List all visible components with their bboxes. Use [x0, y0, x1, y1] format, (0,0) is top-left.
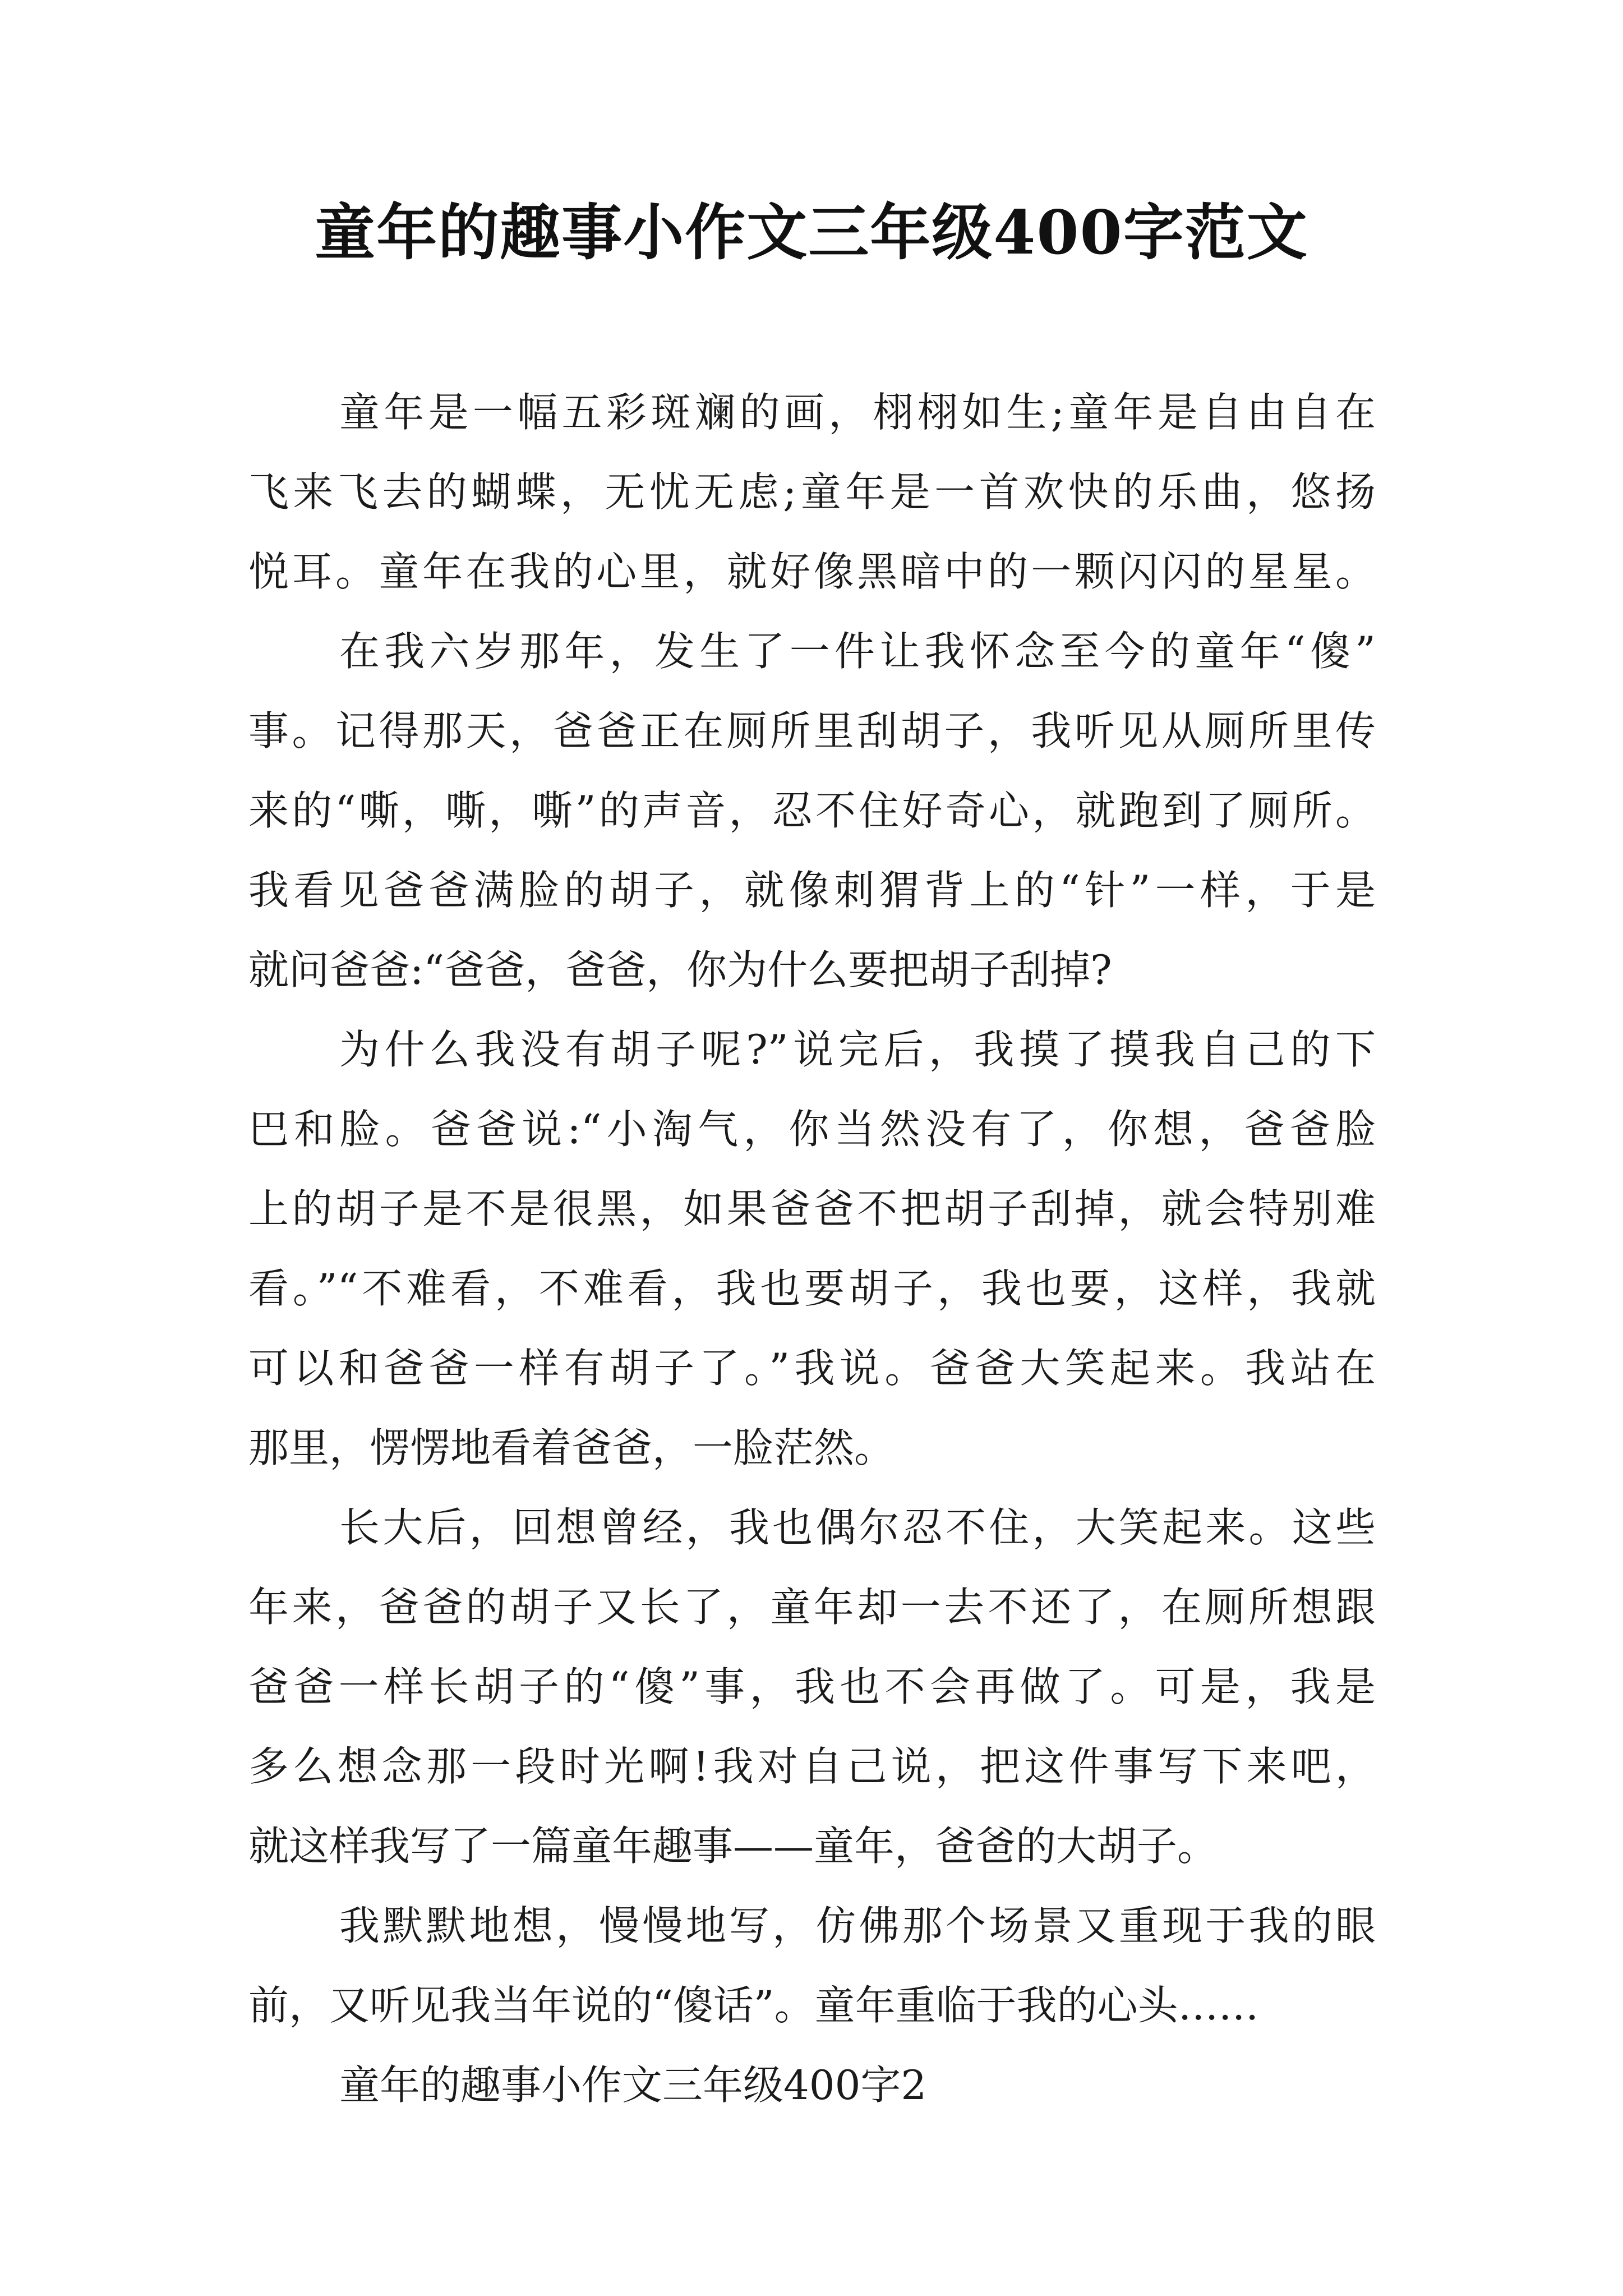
paragraph-line: 来的“嘶，嘶，嘶”的声音，忍不住好奇心，就跑到了厕所。 [248, 787, 1376, 834]
paragraph-line: 可以和爸爸一样有胡子了。”我说。爸爸大笑起来。我站在 [248, 1345, 1376, 1392]
paragraph-line: 童年是一幅五彩斑斓的画，栩栩如生;童年是自由自在 [339, 389, 1376, 436]
paragraph-line: 上的胡子是不是很黑，如果爸爸不把胡子刮掉，就会特别难 [248, 1185, 1376, 1232]
paragraph-line: 那里，愣愣地看着爸爸，一脸茫然。 [248, 1424, 895, 1471]
paragraph-line: 看。”“不难看，不难看，我也要胡子，我也要，这样，我就 [248, 1265, 1376, 1312]
paragraph-line: 长大后，回想曾经，我也偶尔忍不住，大笑起来。这些 [339, 1504, 1376, 1551]
paragraph-line: 爸爸一样长胡子的“傻”事，我也不会再做了。可是，我是 [248, 1663, 1376, 1710]
paragraph-line: 在我六岁那年，发生了一件让我怀念至今的童年“傻” [339, 628, 1376, 675]
paragraph-line: 多么想念那一段时光啊!我对自己说，把这件事写下来吧， [248, 1743, 1376, 1790]
paragraph-line: 年来，爸爸的胡子又长了，童年却一去不还了，在厕所想跟 [248, 1584, 1376, 1631]
paragraph-line: 飞来飞去的蝴蝶，无忧无虑;童年是一首欢快的乐曲，悠扬 [248, 468, 1376, 516]
section-heading-line: 童年的趣事小作文三年级400字2 [339, 2062, 927, 2109]
document-title: 童年的趣事小作文三年级400字范文 [315, 197, 1308, 268]
paragraph-line: 就这样我写了一篇童年趣事——童年，爸爸的大胡子。 [248, 1823, 1218, 1870]
paragraph-line: 我默默地想，慢慢地写，仿佛那个场景又重现于我的眼 [339, 1902, 1376, 1949]
paragraph-line: 巴和脸。爸爸说:“小淘气，你当然没有了，你想，爸爸脸 [248, 1106, 1376, 1153]
paragraph-line: 悦耳。童年在我的心里，就好像黑暗中的一颗闪闪的星星。 [248, 548, 1376, 595]
paragraph-line: 就问爸爸:“爸爸，爸爸，你为什么要把胡子刮掉? [248, 946, 1112, 993]
paragraph-line: 前，又听见我当年说的“傻话”。童年重临于我的心头…… [248, 1982, 1259, 2029]
paragraph-line: 事。记得那天，爸爸正在厕所里刮胡子，我听见从厕所里传 [248, 707, 1376, 754]
paragraph-line: 为什么我没有胡子呢?”说完后，我摸了摸我自己的下 [339, 1026, 1376, 1073]
paragraph-line: 我看见爸爸满脸的胡子，就像刺猬背上的“针”一样，于是 [248, 867, 1376, 914]
